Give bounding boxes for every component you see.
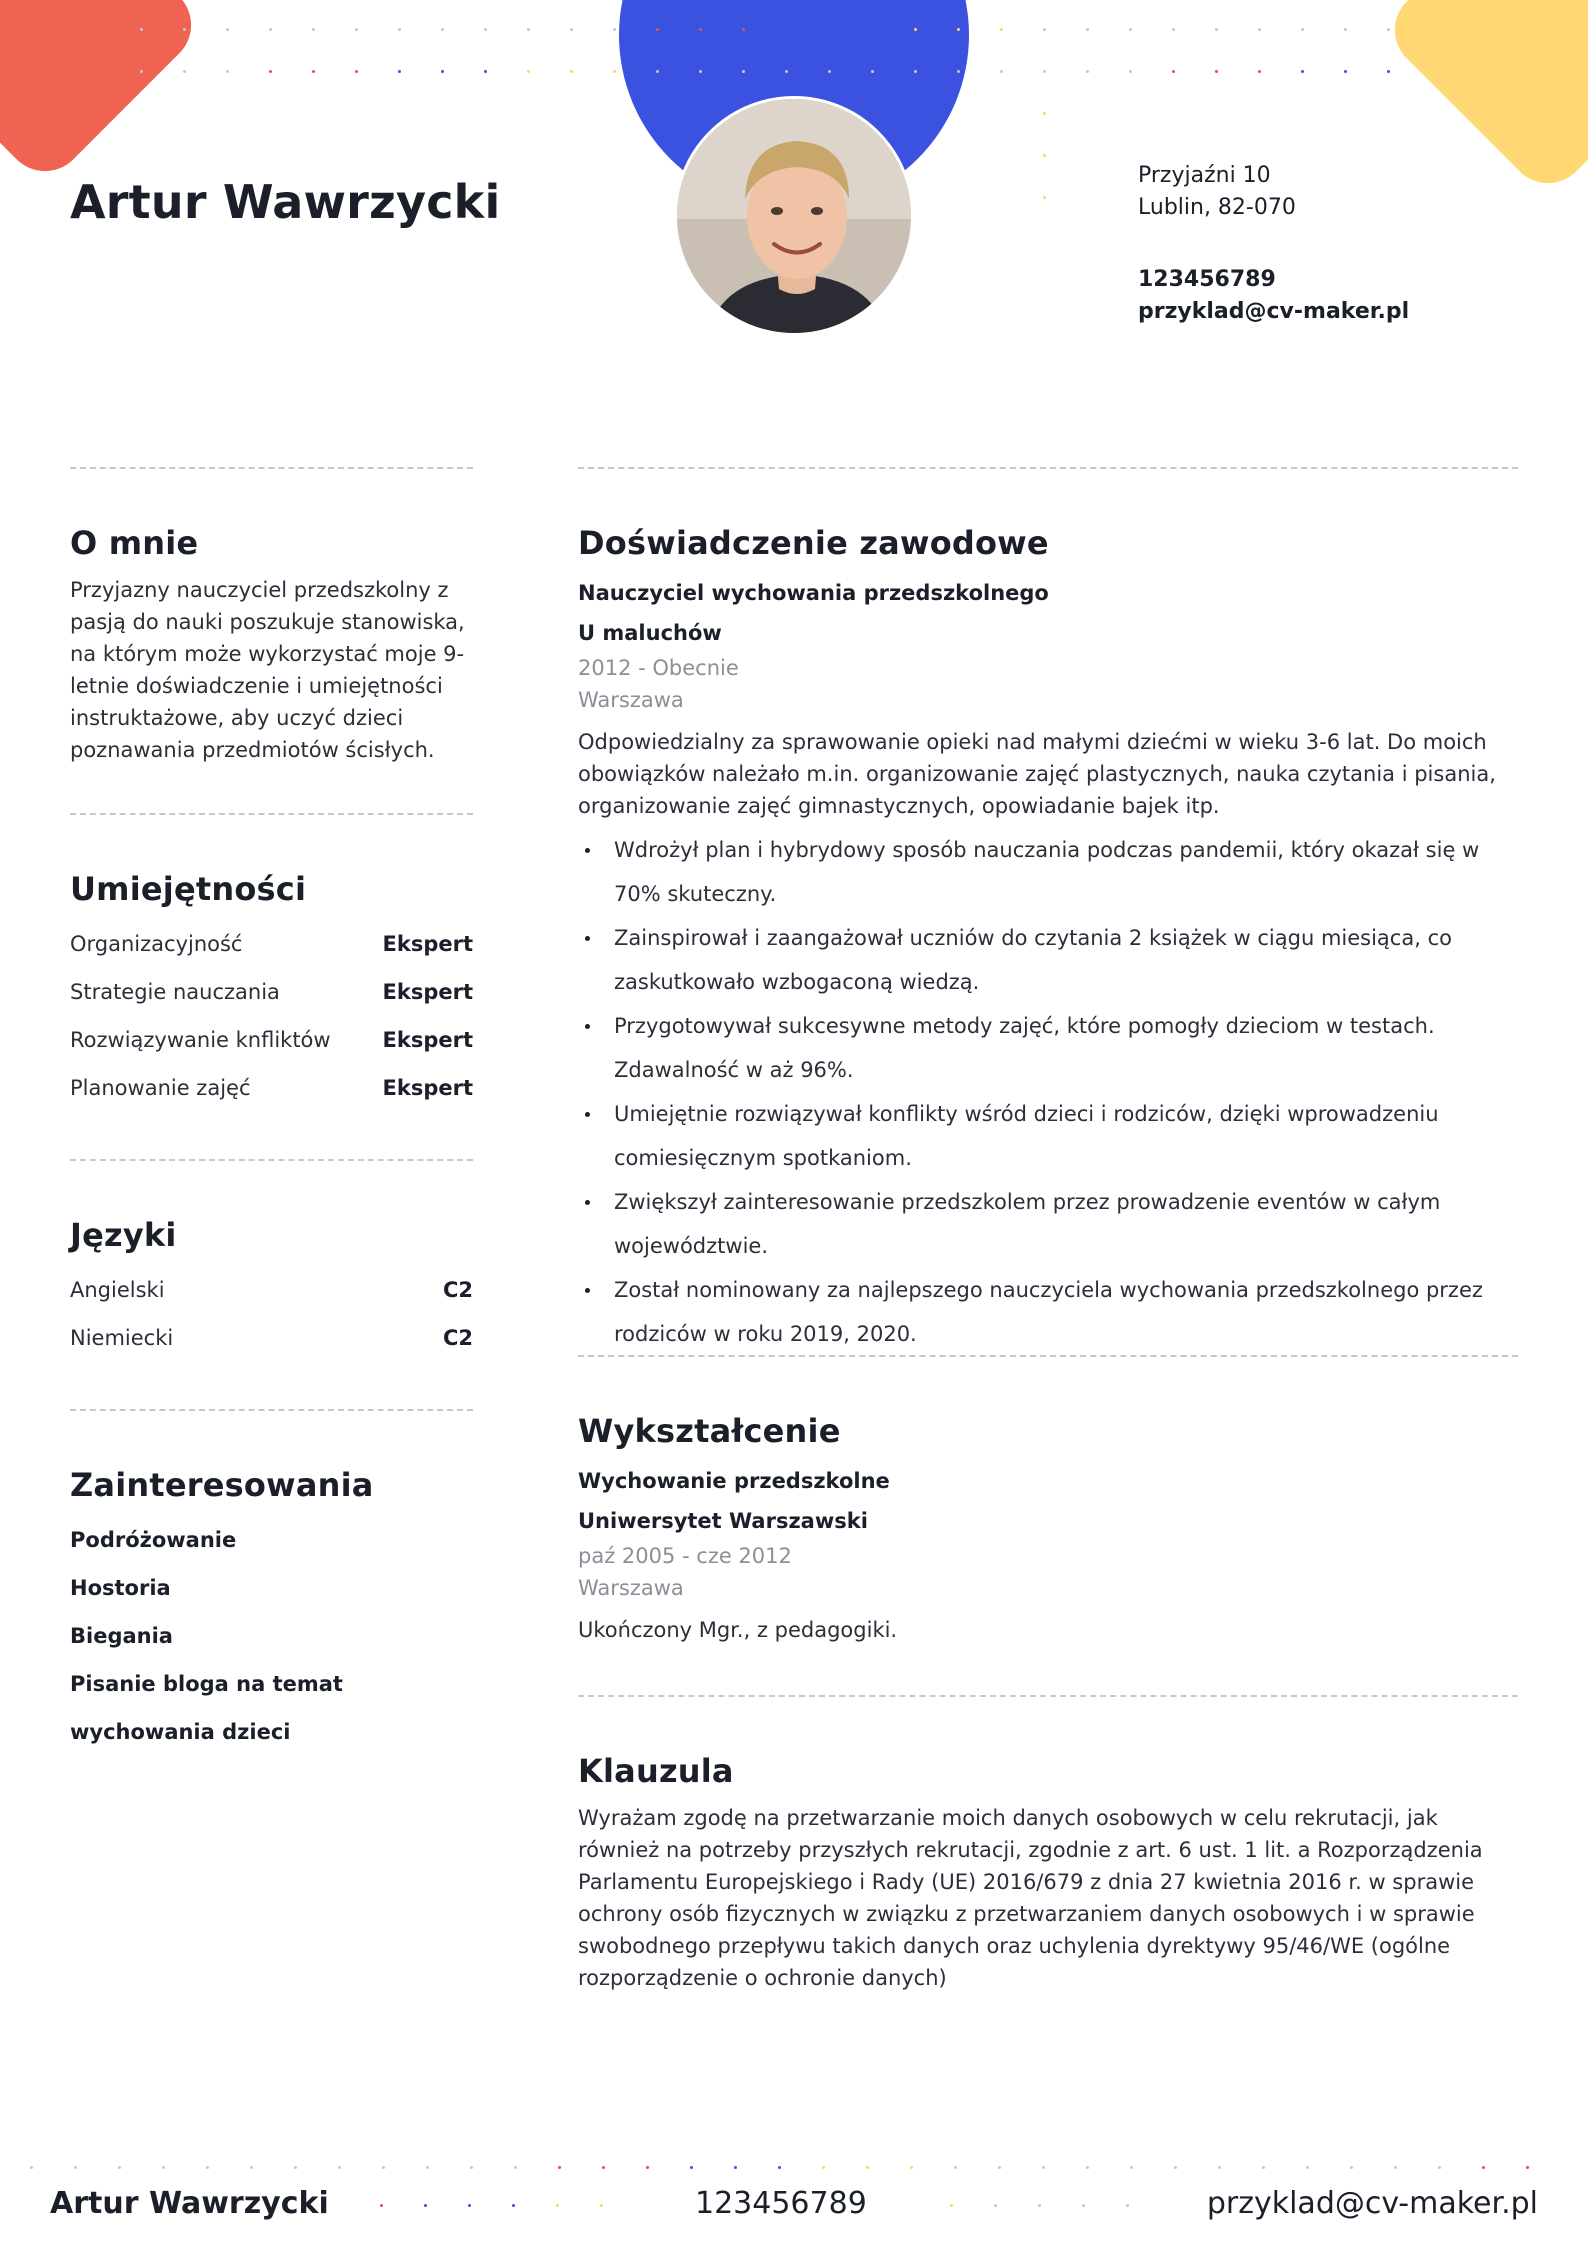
skill-row: Strategie nauczania Ekspert: [70, 980, 473, 1004]
decor-dot: [1218, 2166, 1221, 2169]
decor-dot: [527, 70, 530, 73]
decor-dot: [1482, 2166, 1485, 2169]
section-title: Wykształcenie: [578, 1412, 841, 1450]
decor-dot: [426, 2166, 429, 2169]
decor-dot: [954, 2166, 957, 2169]
decor-dot: [570, 70, 573, 73]
decor-dot: [1438, 2166, 1441, 2169]
list-item: Wdrożył plan i hybrydowy sposób nauczania podczas pandemii, który okazał się w 70% skuteczny.: [578, 828, 1518, 916]
decor-dot: [914, 70, 917, 73]
skill-row: Rozwiązywanie knfliktów Ekspert: [70, 1028, 473, 1052]
decor-dot: [441, 70, 444, 73]
decor-dot: [570, 28, 573, 31]
decor-dot: [398, 70, 401, 73]
decor-corner-yellow: [1378, 0, 1588, 200]
decor-dot: [1215, 28, 1218, 31]
decor-dot: [1344, 70, 1347, 73]
skill-row: Organizacyjność Ekspert: [70, 932, 473, 956]
divider: [578, 467, 1518, 469]
languages-section: [70, 1216, 473, 1362]
decor-dot: [998, 2166, 1001, 2169]
about-section: [70, 524, 473, 766]
decor-dot: [1129, 28, 1132, 31]
education-location: Warszawa: [578, 1576, 684, 1600]
education-section: [578, 1412, 1518, 1646]
interest-item: Hostoria: [70, 1576, 171, 1600]
footer-name: Artur Wawrzycki: [50, 2186, 329, 2221]
decor-dot: [1043, 112, 1046, 115]
decor-dot: [690, 2166, 693, 2169]
divider: [70, 1159, 473, 1161]
list-item: Został nominowany za najlepszego nauczyciela wychowania przedszkolnego przez rodziców w roku 2019, 2020.: [578, 1268, 1518, 1356]
decor-dot: [1130, 2166, 1133, 2169]
decor-dot: [1258, 70, 1261, 73]
decor-dot: [269, 70, 272, 73]
decor-dot: [484, 70, 487, 73]
decor-dot: [866, 2166, 869, 2169]
decor-dot: [1000, 28, 1003, 31]
decor-dot: [1215, 70, 1218, 73]
decor-dot: [206, 2166, 209, 2169]
decor-dot: [785, 70, 788, 73]
decor-dot: [828, 28, 831, 31]
profile-photo: [674, 96, 914, 336]
job-title: Nauczyciel wychowania przedszkolnego: [578, 581, 1049, 605]
decor-dot: [1086, 2166, 1089, 2169]
decor-dot: [602, 2166, 605, 2169]
candidate-name: Artur Wawrzycki: [70, 175, 501, 229]
decor-dot: [871, 70, 874, 73]
achievements-list: [578, 828, 1518, 1356]
experience-section: [578, 524, 1518, 1356]
decor-dot: [1172, 70, 1175, 73]
decor-dot: [910, 2166, 913, 2169]
decor-dot: [1344, 28, 1347, 31]
language-row: Niemiecki C2: [70, 1326, 473, 1350]
section-title: Języki: [70, 1216, 177, 1254]
decor-dot: [613, 28, 616, 31]
job-description: Odpowiedzialny za sprawowanie opieki nad małymi dziećmi w wieku 3-6 lat. Do moich obowiązków należało m.in. organizowanie zajęć plastycznych, nauka czytania i pisania, organizowanie zajęć gimnastycznych, opowiadanie bajek itp.: [578, 730, 1496, 818]
decor-dot: [355, 70, 358, 73]
skills-section: [70, 870, 473, 1112]
list-item: Zwiększył zainteresowanie przedszkolem przez prowadzenie eventów w całym województwie.: [578, 1180, 1518, 1268]
decor-dot: [74, 2166, 77, 2169]
decor-dot: [778, 2166, 781, 2169]
footer: [50, 2186, 1538, 2226]
clause-section: [578, 1752, 1518, 1994]
decor-dot: [1262, 2166, 1265, 2169]
section-title: Umiejętności: [70, 870, 307, 908]
decor-dot: [140, 28, 143, 31]
decor-dot: [1043, 28, 1046, 31]
interests-section: [70, 1466, 473, 1756]
interest-item: Podróżowanie: [70, 1528, 237, 1552]
decor-dot: [312, 70, 315, 73]
decor-dot: [1258, 28, 1261, 31]
decor-dot: [1043, 154, 1046, 157]
clause-text: Wyrażam zgodę na przetwarzanie moich danych osobowych w celu rekrutacji, jak również na potrzeby przyszłych rekrutacji, zgodnie z art. 6 ust. 1 lit. a Rozporządzenia Parlamentu Europejskiego i Rady (UE) 2016/679 z dnia 27 kwietnia 2016 r. w sprawie ochrony osób fizycznych w związku z przetwarzaniem danych osobowych i w sprawie swobodnego przepływu takich danych oraz uchylenia dyrektywy 95/46/WE (ogólne rozporządzenie o ochronie danych): [578, 1806, 1483, 1990]
decor-dot: [1301, 70, 1304, 73]
decor-dot: [1174, 2166, 1177, 2169]
contact-block: [1138, 160, 1409, 328]
interest-item: Biegania: [70, 1624, 173, 1648]
footer-email: przyklad@cv-maker.pl: [1206, 2186, 1538, 2221]
phone-number: 123456789: [1138, 267, 1276, 292]
section-title: Doświadczenie zawodowe: [578, 524, 1049, 562]
decor-dot: [226, 70, 229, 73]
divider: [578, 1695, 1518, 1697]
decor-dot: [1042, 2166, 1045, 2169]
decor-dot: [699, 70, 702, 73]
decor-dot: [656, 70, 659, 73]
school-name: Uniwersytet Warszawski: [578, 1509, 868, 1533]
decor-dot: [957, 28, 960, 31]
decor-dot: [1043, 70, 1046, 73]
job-location: Warszawa: [578, 688, 684, 712]
decor-dot: [828, 70, 831, 73]
decor-dot: [312, 28, 315, 31]
email-address: przyklad@cv-maker.pl: [1138, 299, 1410, 324]
decor-dot: [269, 28, 272, 31]
decor-dot: [742, 70, 745, 73]
about-text: Przyjazny nauczyciel przedszkolny z pasją do nauki poszukuje stanowiska, na którym może wykorzystać moje 9-letnie doświadczenie i umiejętności instruktażowe, aby uczyć dzieci poznawania przedmiotów ścisłych.: [70, 578, 465, 762]
decor-dot: [484, 28, 487, 31]
decor-dot: [294, 2166, 297, 2169]
decor-dot: [470, 2166, 473, 2169]
address-line-1: Przyjaźni 10: [1138, 163, 1271, 188]
skill-row: Planowanie zajęć Ekspert: [70, 1076, 473, 1100]
decor-dot: [338, 2166, 341, 2169]
decor-dot: [1086, 28, 1089, 31]
list-item: Zainspirował i zaangażował uczniów do czytania 2 książek w ciągu miesiąca, co zaskutkowało wzbogaconą wiedzą.: [578, 916, 1518, 1004]
decor-dot: [699, 28, 702, 31]
decor-dot: [822, 2166, 825, 2169]
interest-item: Pisanie bloga na temat wychowania dzieci: [70, 1672, 343, 1744]
decor-dot: [914, 28, 917, 31]
divider: [70, 813, 473, 815]
decor-dot: [656, 28, 659, 31]
job-dates: 2012 - Obecnie: [578, 656, 739, 680]
decor-dot: [742, 28, 745, 31]
decor-dot: [734, 2166, 737, 2169]
decor-corner-coral: [0, 0, 208, 188]
decor-dot: [1387, 70, 1390, 73]
decor-dot: [441, 28, 444, 31]
decor-dot: [1350, 2166, 1353, 2169]
education-note: Ukończony Mgr., z pedagogiki.: [578, 1618, 898, 1642]
decor-dot: [118, 2166, 121, 2169]
decor-dot: [398, 28, 401, 31]
decor-dot: [871, 28, 874, 31]
decor-dot: [183, 70, 186, 73]
list-item: Umiejętnie rozwiązywał konflikty wśród dzieci i rodziców, dzięki wprowadzeniu comiesięcznym spotkaniom.: [578, 1092, 1518, 1180]
section-title: Zainteresowania: [70, 1466, 374, 1504]
decor-dot: [1043, 196, 1046, 199]
decor-dot: [183, 28, 186, 31]
decor-dot: [226, 28, 229, 31]
employer: U maluchów: [578, 621, 722, 645]
decor-dot: [558, 2166, 561, 2169]
degree-name: Wychowanie przedszkolne: [578, 1469, 890, 1493]
decor-dot: [646, 2166, 649, 2169]
decor-dot: [514, 2166, 517, 2169]
decor-dot: [1000, 70, 1003, 73]
decor-dot: [1526, 2166, 1529, 2169]
decor-dot: [355, 28, 358, 31]
divider: [70, 1409, 473, 1411]
decor-dot: [140, 70, 143, 73]
decor-dot: [613, 70, 616, 73]
address-line-2: Lublin, 82-070: [1138, 195, 1296, 220]
decor-dot: [382, 2166, 385, 2169]
decor-dot: [1301, 28, 1304, 31]
decor-dot: [1394, 2166, 1397, 2169]
section-title: O mnie: [70, 524, 199, 562]
decor-dot: [1387, 28, 1390, 31]
divider: [70, 467, 473, 469]
decor-dot: [250, 2166, 253, 2169]
language-row: Angielski C2: [70, 1278, 473, 1302]
decor-dot: [1306, 2166, 1309, 2169]
decor-dot: [527, 28, 530, 31]
decor-dot: [30, 2166, 33, 2169]
decor-dot: [957, 70, 960, 73]
decor-dot: [162, 2166, 165, 2169]
footer-phone: 123456789: [695, 2186, 867, 2221]
education-dates: paź 2005 - cze 2012: [578, 1544, 792, 1568]
section-title: Klauzula: [578, 1752, 734, 1790]
decor-dot: [785, 28, 788, 31]
decor-dot: [1129, 70, 1132, 73]
list-item: Przygotowywał sukcesywne metody zajęć, które pomogły dzieciom w testach. Zdawalność w aż 96%.: [578, 1004, 1518, 1092]
decor-dot: [1172, 28, 1175, 31]
decor-dot: [1086, 70, 1089, 73]
person-portrait-icon: [677, 99, 914, 336]
